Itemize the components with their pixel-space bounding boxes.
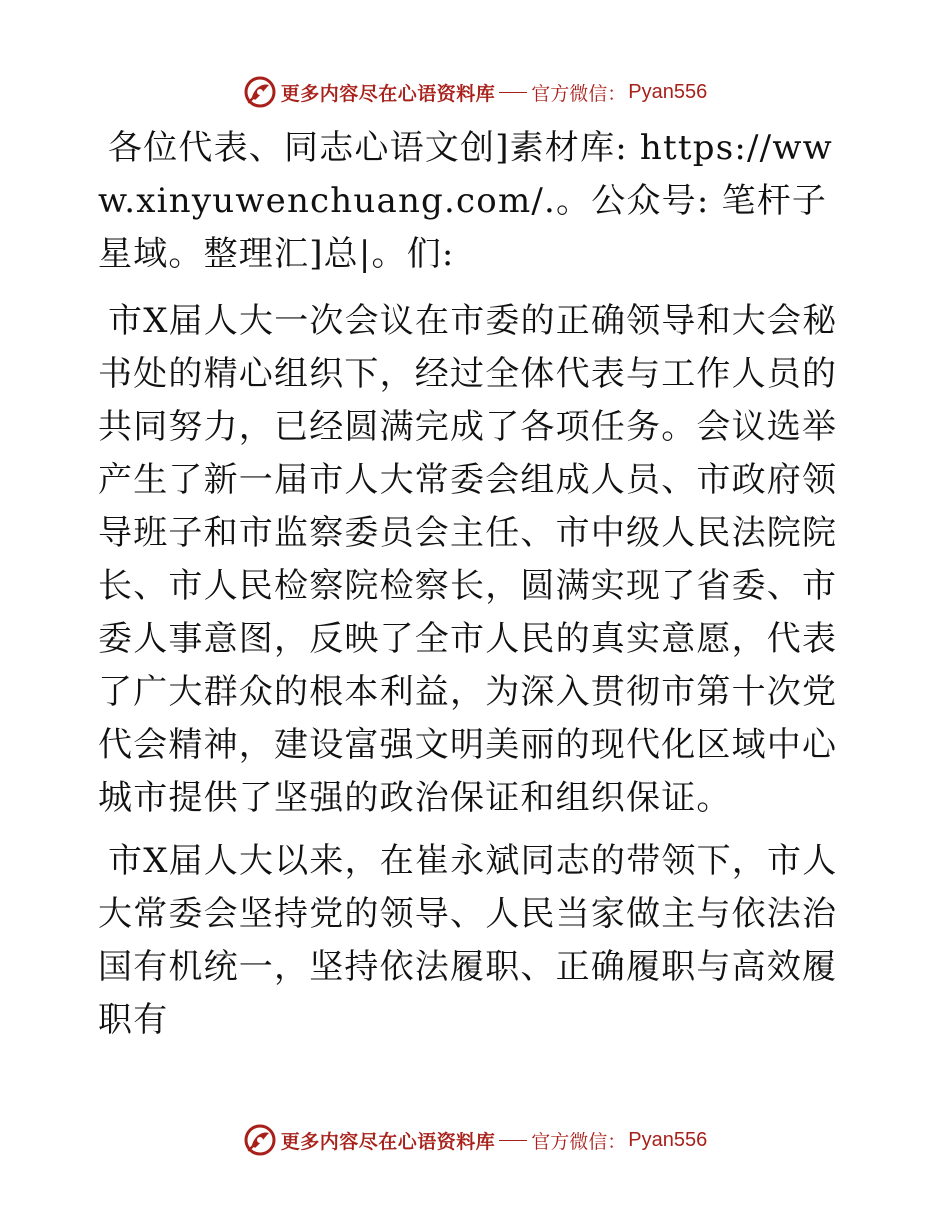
paragraph-review: 市X届人大以来，在崔永斌同志的带领下，市人大常委会坚持党的领导、人民当家做主与依法治国有机统一，坚持依法履职、正确履职与高效履职有: [98, 841, 838, 1040]
brand-text: 更多内容尽在心语资料库: [280, 82, 496, 105]
logo-icon: [243, 75, 277, 109]
wechat-label: 官方微信：: [531, 82, 627, 105]
wechat-label: 官方微信：: [531, 1130, 627, 1153]
wechat-id: Pyan556: [628, 1128, 708, 1151]
banner-dash: [499, 1140, 527, 1141]
header-banner: [0, 72, 950, 112]
wechat-id: Pyan556: [628, 80, 708, 103]
paragraph-meeting-summary: 市X届人大一次会议在市委的正确领导和大会秘书处的精心组织下，经过全体代表与工作人员的共同努力，已经圆满完成了各项任务。会议选举产生了新一届市人大常委会组成人员、市政府领导班子和市监察委员会主任、市中级人民法院院长、市人民检察院检察长，圆满实现了省委、市委人事意图，反映了全市人民的真实意愿，代表了广大群众的根本利益，为深入贯彻市第十次党代会精神，建设富强文明美丽的现代化区域中心城市提供了坚强的政治保证和组织保证。: [98, 301, 838, 818]
banner-dash: [499, 92, 527, 93]
paragraph-salutation: 各位代表、同志心语文创]素材库: https://www.xinyuwenchuang.com/.。公众号: 笔杆子星域。整理汇]总|。们:: [98, 128, 833, 274]
footer-banner: [0, 1120, 950, 1160]
brand-text: 更多内容尽在心语资料库: [280, 1130, 496, 1153]
document-body: [98, 122, 858, 1057]
logo-icon: [243, 1123, 277, 1157]
